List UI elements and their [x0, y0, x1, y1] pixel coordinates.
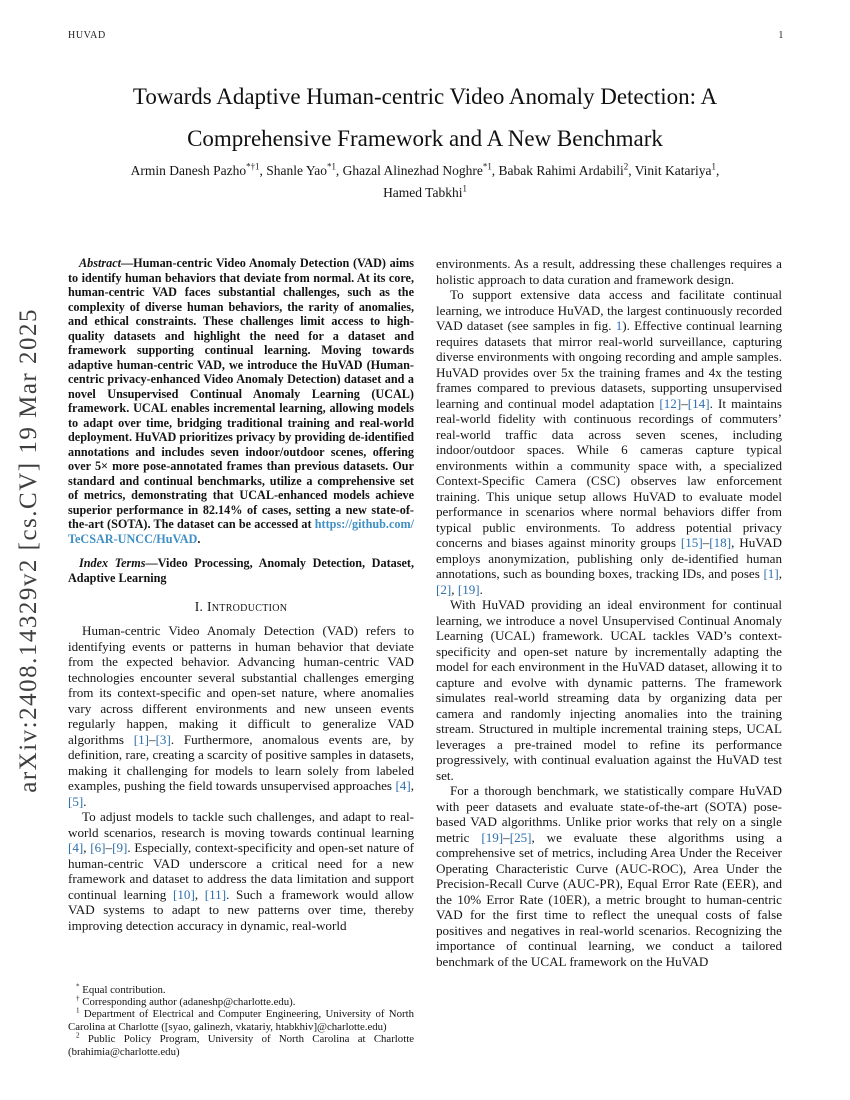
citation-link[interactable]: [19] — [481, 829, 504, 845]
authors-block — [50, 160, 800, 204]
right-column — [436, 256, 782, 1058]
arxiv-watermark: arXiv:2408.14329v2 [cs.CV] 19 Mar 2025 — [15, 307, 42, 793]
right-paragraph-2: To support extensive data access and facilitate continual learning, we introduce HuVAD, the largest continuously recorded VAD dataset (see samples in fig. 1). Effective continual learning requires datasets that mirror real-world surveillance, capturing diverse environments with ongoing recording and ample samples. HuVAD provides over 5x the training frames and 4x the testing frames compared to previous datasets, supporting unsupervised learning and continual model adaptation [12]–[14]. It maintains real-world fidelity with continuous recordings of commuters’ real-world traffic data across seven scenes, including indoor/outdoor spaces. While 6 cameras capture typical environments within a community space with, a specialized Context-Specific Camera (CSC) observes law enforcement training. This unique setup allows HuVAD to evaluate model performance in scenarios where normal behaviors differ from typical public environments. To address potential privacy concerns and biases against minority groups [15]–[18], HuVAD employs anonymization, publishing only de-identified human annotations, such as bounding boxes, tracking IDs, and poses [1], [2], [19]. — [436, 287, 782, 597]
citation-link[interactable]: [12] — [659, 395, 682, 411]
citation-link[interactable]: [4] — [68, 840, 84, 855]
citation-link[interactable]: [5] — [68, 793, 84, 809]
citation-link[interactable]: [25] — [509, 829, 532, 845]
citation-link[interactable]: [14] — [687, 395, 710, 411]
citation-link[interactable]: [3] — [155, 731, 171, 747]
running-header-title: HUVAD — [68, 30, 106, 41]
citation-link[interactable]: [19] — [457, 581, 480, 597]
section-heading-introduction — [68, 599, 414, 615]
footnotes-block — [68, 981, 414, 1058]
citation-link[interactable]: [2] — [436, 581, 452, 597]
page-number: 1 — [778, 30, 784, 41]
section-number: I. — [194, 599, 204, 614]
citation-link[interactable]: [15] — [680, 535, 703, 550]
section-title: Introduction — [206, 599, 288, 614]
abstract-paragraph: Abstract—Human-centric Video Anomaly Detection (VAD) aims to identify human behaviors that deviate from normal. At its core, human-centric VAD faces substantial challenges, such as the complexity of diverse human behaviors, the rarity of anomalies, and ethical constraints. These challenges limit access to high-quality datasets and highlight the need for a dataset and framework supporting continual learning. Moving towards adaptive human-centric VAD, we introduce the HuVAD (Human-centric privacy-enhanced Video Anomaly Detection) dataset and a novel Unsupervised Continual Anomaly Learning (UCAL) framework. UCAL enables incremental learning, allowing models to adapt over time, bridging traditional training and real-world deployment. HuVAD prioritizes privacy by providing de-identified annotations and includes seven indoor/outdoor scenes, offering over 5× more pose-annotated frames than previous datasets. Our standard and continual benchmarks, utilize a comprehensive set of metrics, demonstrating that UCAL-enhanced models achieve superior performance in 82.14% of cases, setting a new state-of-the-art (SOTA). The dataset can be accessed at https://github.com/TeCSAR-UNCC/HuVAD. — [68, 256, 414, 546]
author-line-2: Hamed Tabkhi$^1$ — [383, 183, 467, 200]
citation-link[interactable]: [18] — [709, 535, 732, 550]
intro-paragraph-2: To adjust models to tackle such challenges, and adapt to real-world scenarios, research is moving towards continual learning [4], [6]–[9]. Especially, context-specificity and open-set nature of human-centric VAD underscore a critical need for a new framework and dataset to address the data limitation and support continual learning [10], [11]. Such a framework would allow VAD systems to adapt to new patterns over time, thereby improving detection accuracy in dynamic, real-world — [68, 809, 414, 933]
two-column-body — [68, 256, 782, 1058]
arxiv-rail — [6, 0, 52, 1100]
citation-link[interactable]: [11] — [204, 886, 227, 902]
paper-title-line-1: Towards Adaptive Human-centric Video Anomaly Detection: A — [132, 84, 718, 109]
citation-link[interactable]: 1 — [615, 318, 623, 333]
external-url-link[interactable]: https://github.com/TeCSAR-UNCC/HuVAD — [68, 517, 414, 546]
author-line-1: Armin Danesh Pazho$^{*\dagger 1}$, Shanle Yao$^{*1}$, Ghazal Alinezhad Noghre$^{*1}$, Babak Rahimi Ardabili$^2$, Vinit Katariya$^1$, — [130, 161, 720, 178]
intro-paragraph-1: Human-centric Video Anomaly Detection (VAD) refers to identifying events or patterns in human behavior that deviate from the expected behavior. Advancing human-centric VAD technologies encounter several substantial challenges emerging from its context-specific and open-set nature, where anomalies vary across different environments and new unseen events regularly happen, making it difficult to generalize VAD algorithms [1]–[3]. Furthermore, anomalous events are, by definition, rare, creating a scarcity of positive samples in datasets, making it challenging for models to learn solely from labeled examples, pushing the field towards unsupervised approaches [4], [5]. — [68, 623, 414, 809]
citation-link[interactable]: [1] — [133, 731, 150, 747]
index-terms: Index Terms—Video Processing, Anomaly Detection, Dataset, Adaptive Learning — [68, 556, 414, 585]
right-paragraph-4: For a thorough benchmark, we statistically compare HuVAD with peer datasets and evaluate state-of-the-art (SOTA) pose-based VAD algorithms. Unlike prior works that rely on a single metric [19]–[25], we evaluate these algorithms using a comprehensive set of metrics, including Area Under the Receiver Operating Characteristic Curve (AUC-ROC), Area Under the Precision-Recall Curve (AUC-PR), Equal Error Rate (EER), and the 10% Error Rate (10ER), a metric brought to human-centric VAD for the first time to reflect the unequal costs of false positives and negatives in real-world scenarios. Recognizing the importance of continual learning, we conduct a tailored benchmark of the UCAL framework on the HuVAD — [436, 783, 782, 969]
citation-link[interactable]: [9] — [112, 840, 128, 855]
citation-link[interactable]: [6] — [90, 840, 106, 855]
running-header — [68, 30, 784, 41]
footnote-corresponding-author: † Corresponding author (adaneshp@charlotte.edu). — [76, 994, 296, 1008]
footnote-equal-contribution: * Equal contribution. — [76, 981, 166, 996]
citation-link[interactable]: [1] — [763, 566, 779, 581]
right-paragraph-1: environments. As a result, addressing these challenges requires a holistic approach to data curation and framework design. — [436, 256, 782, 287]
citation-link[interactable]: [10] — [172, 886, 195, 902]
paper-title-line-2: Comprehensive Framework and A New Benchmark — [187, 126, 663, 151]
citation-link[interactable]: [4] — [395, 778, 411, 793]
footnote-affiliation-2: $^2$ Public Policy Program, University of North Carolina at Charlotte (brahimia@charlotte.edu) — [68, 1031, 414, 1058]
paper-title — [60, 76, 790, 160]
left-column — [68, 256, 414, 1058]
right-paragraph-3: With HuVAD providing an ideal environment for continual learning, we introduce a novel Unsupervised Continual Anomaly Learning (UCAL) framework. UCAL tackles VAD’s context-specificity and open-set nature by incrementally adapting the model for each environment in the HuVAD dataset, allowing it to capture and evolve with dynamic patterns. The framework simulates real-world streaming data by organizing data per camera and randomly injecting anomalies into the training stream. Structured in multiple incremental training steps, UCAL leverages a pre-trained model to refine its performance progressively, with continual evaluation against the HuVAD test set. — [436, 597, 782, 783]
footnote-affiliation-1: $^1$ Department of Electrical and Computer Engineering, University of North Carolina at Charlotte ([syao, galinezh, vkatariy, htabkhiv]@charlotte.edu) — [68, 1006, 414, 1033]
